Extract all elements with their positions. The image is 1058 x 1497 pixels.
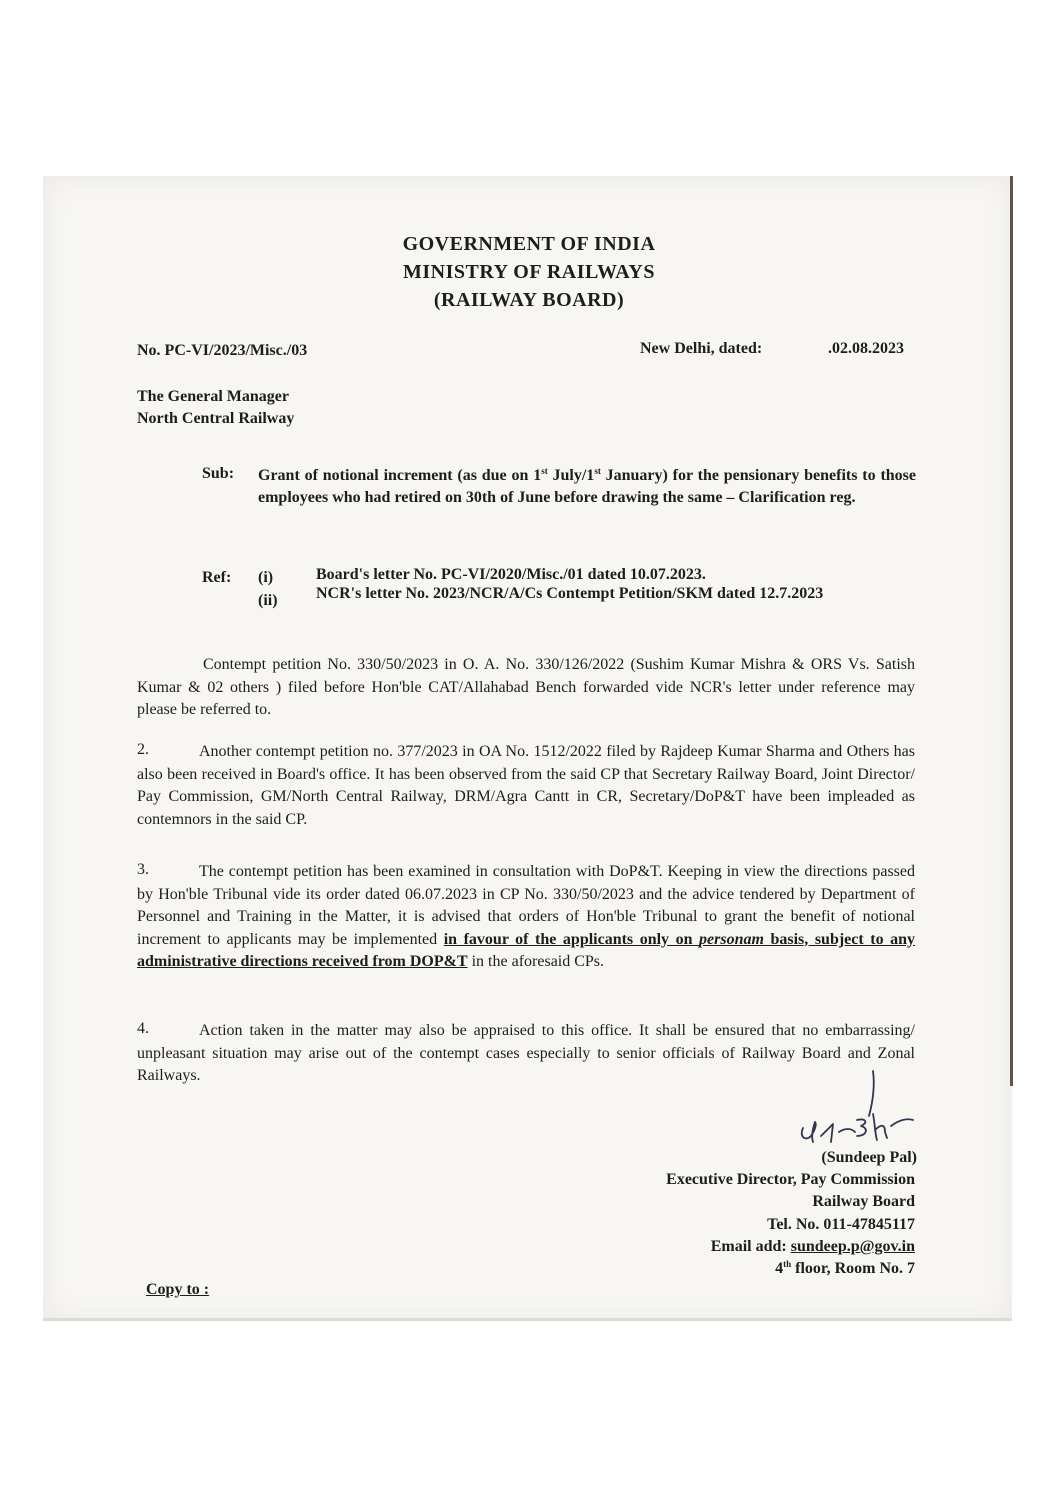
paper-edge <box>1010 176 1013 1086</box>
signatory-name: (Sundeep Pal) <box>821 1149 917 1166</box>
email-link[interactable]: sundeep.p@gov.in <box>790 1238 915 1255</box>
reference-label: Ref: <box>202 569 232 586</box>
paragraph-1: Contempt petition No. 330/50/2023 in O. A. No. 330/126/2022 (Sushim Kumar Mishra & ORS Vs. Satish Kumar & 02 others ) filed before Hon'ble CAT/Allahabad Bench forwarded vide NCR's letter under reference may please be referred to. <box>137 656 915 718</box>
header-government: GOVERNMENT OF INDIA <box>402 233 656 255</box>
paragraph-2: Another contempt petition no. 377/2023 in OA No. 1512/2022 filed by Rajdeep Kumar Sharma and Others has also been received in Board's office. It has been observed from the said CP that Secretary Railway Board, Joint Director/ Pay Commission, GM/North Central Railway, DRM/Agra Cantt in CR, Secretary/DoP&T have been impleaded as contemnors in the said CP. <box>137 743 915 828</box>
signatory-telephone: Tel. No. 011-47845117 <box>767 1216 915 1233</box>
letter-date: .02.08.2023 <box>828 340 904 357</box>
reference-num-2: (ii) <box>258 592 278 609</box>
addressee-railway: North Central Railway <box>137 410 295 427</box>
reference-num-1: (i) <box>258 569 274 586</box>
header-ministry: MINISTRY OF RAILWAYS <box>403 261 655 283</box>
paragraph-3-number: 3. <box>137 861 149 878</box>
reference-text-1: Board's letter No. PC-VI/2020/Misc./01 dated 10.07.2023. <box>316 566 706 583</box>
emphasis-directive: in favour of the applicants only on personam basis, subject to any administrative directions received from DOP&T <box>137 930 916 970</box>
letter-number: No. PC-VI/2023/Misc./03 <box>137 342 308 359</box>
subject-label: Sub: <box>202 465 235 482</box>
handwritten-signature <box>795 1066 920 1156</box>
signatory-office: Railway Board <box>812 1193 915 1210</box>
paragraph-4: Action taken in the matter may also be appraised to this office. It shall be ensured that no embarrassing/ unpleasant situation may arise out of the contempt cases especially to senior officials of Railway Board and Zonal Railways. <box>137 1022 915 1084</box>
copy-to-label: Copy to : <box>146 1281 210 1298</box>
addressee-title: The General Manager <box>137 388 289 405</box>
paper-edge-bottom <box>43 1318 1012 1321</box>
signatory-room: 4th floor, Room No. 7 <box>775 1259 915 1277</box>
subject-text: Grant of notional increment (as due on 1st July/1st January) for the pensionary benefits to those employees who had retired on 30th of June before drawing the same – Clarification reg. <box>258 466 916 506</box>
signatory-email-line: Email add: sundeep.p@gov.in <box>710 1238 915 1255</box>
signatory-designation: Executive Director, Pay Commission <box>666 1171 915 1188</box>
reference-text-2: NCR's letter No. 2023/NCR/A/Cs Contempt Petition/SKM dated 12.7.2023 <box>316 585 824 602</box>
paragraph-3: The contempt petition has been examined in consultation with DoP&T. Keeping in view the directions passed by Hon'ble Tribunal vide its order dated 06.07.2023 in CP No. 330/50/2023 and the advice tendered by Department of Personnel and Training in the Matter, it is advised that orders of Hon'ble Tribunal to grant the benefit of notional increment to applicants may be implemented in favour of the applicants only on personam basis, subject to any administrative directions received from DOP&T in the aforesaid CPs. <box>137 863 916 970</box>
place-label: New Delhi, dated: <box>640 340 763 357</box>
paragraph-4-number: 4. <box>137 1020 149 1037</box>
paragraph-2-number: 2. <box>137 741 149 758</box>
header-board: (RAILWAY BOARD) <box>433 289 625 311</box>
